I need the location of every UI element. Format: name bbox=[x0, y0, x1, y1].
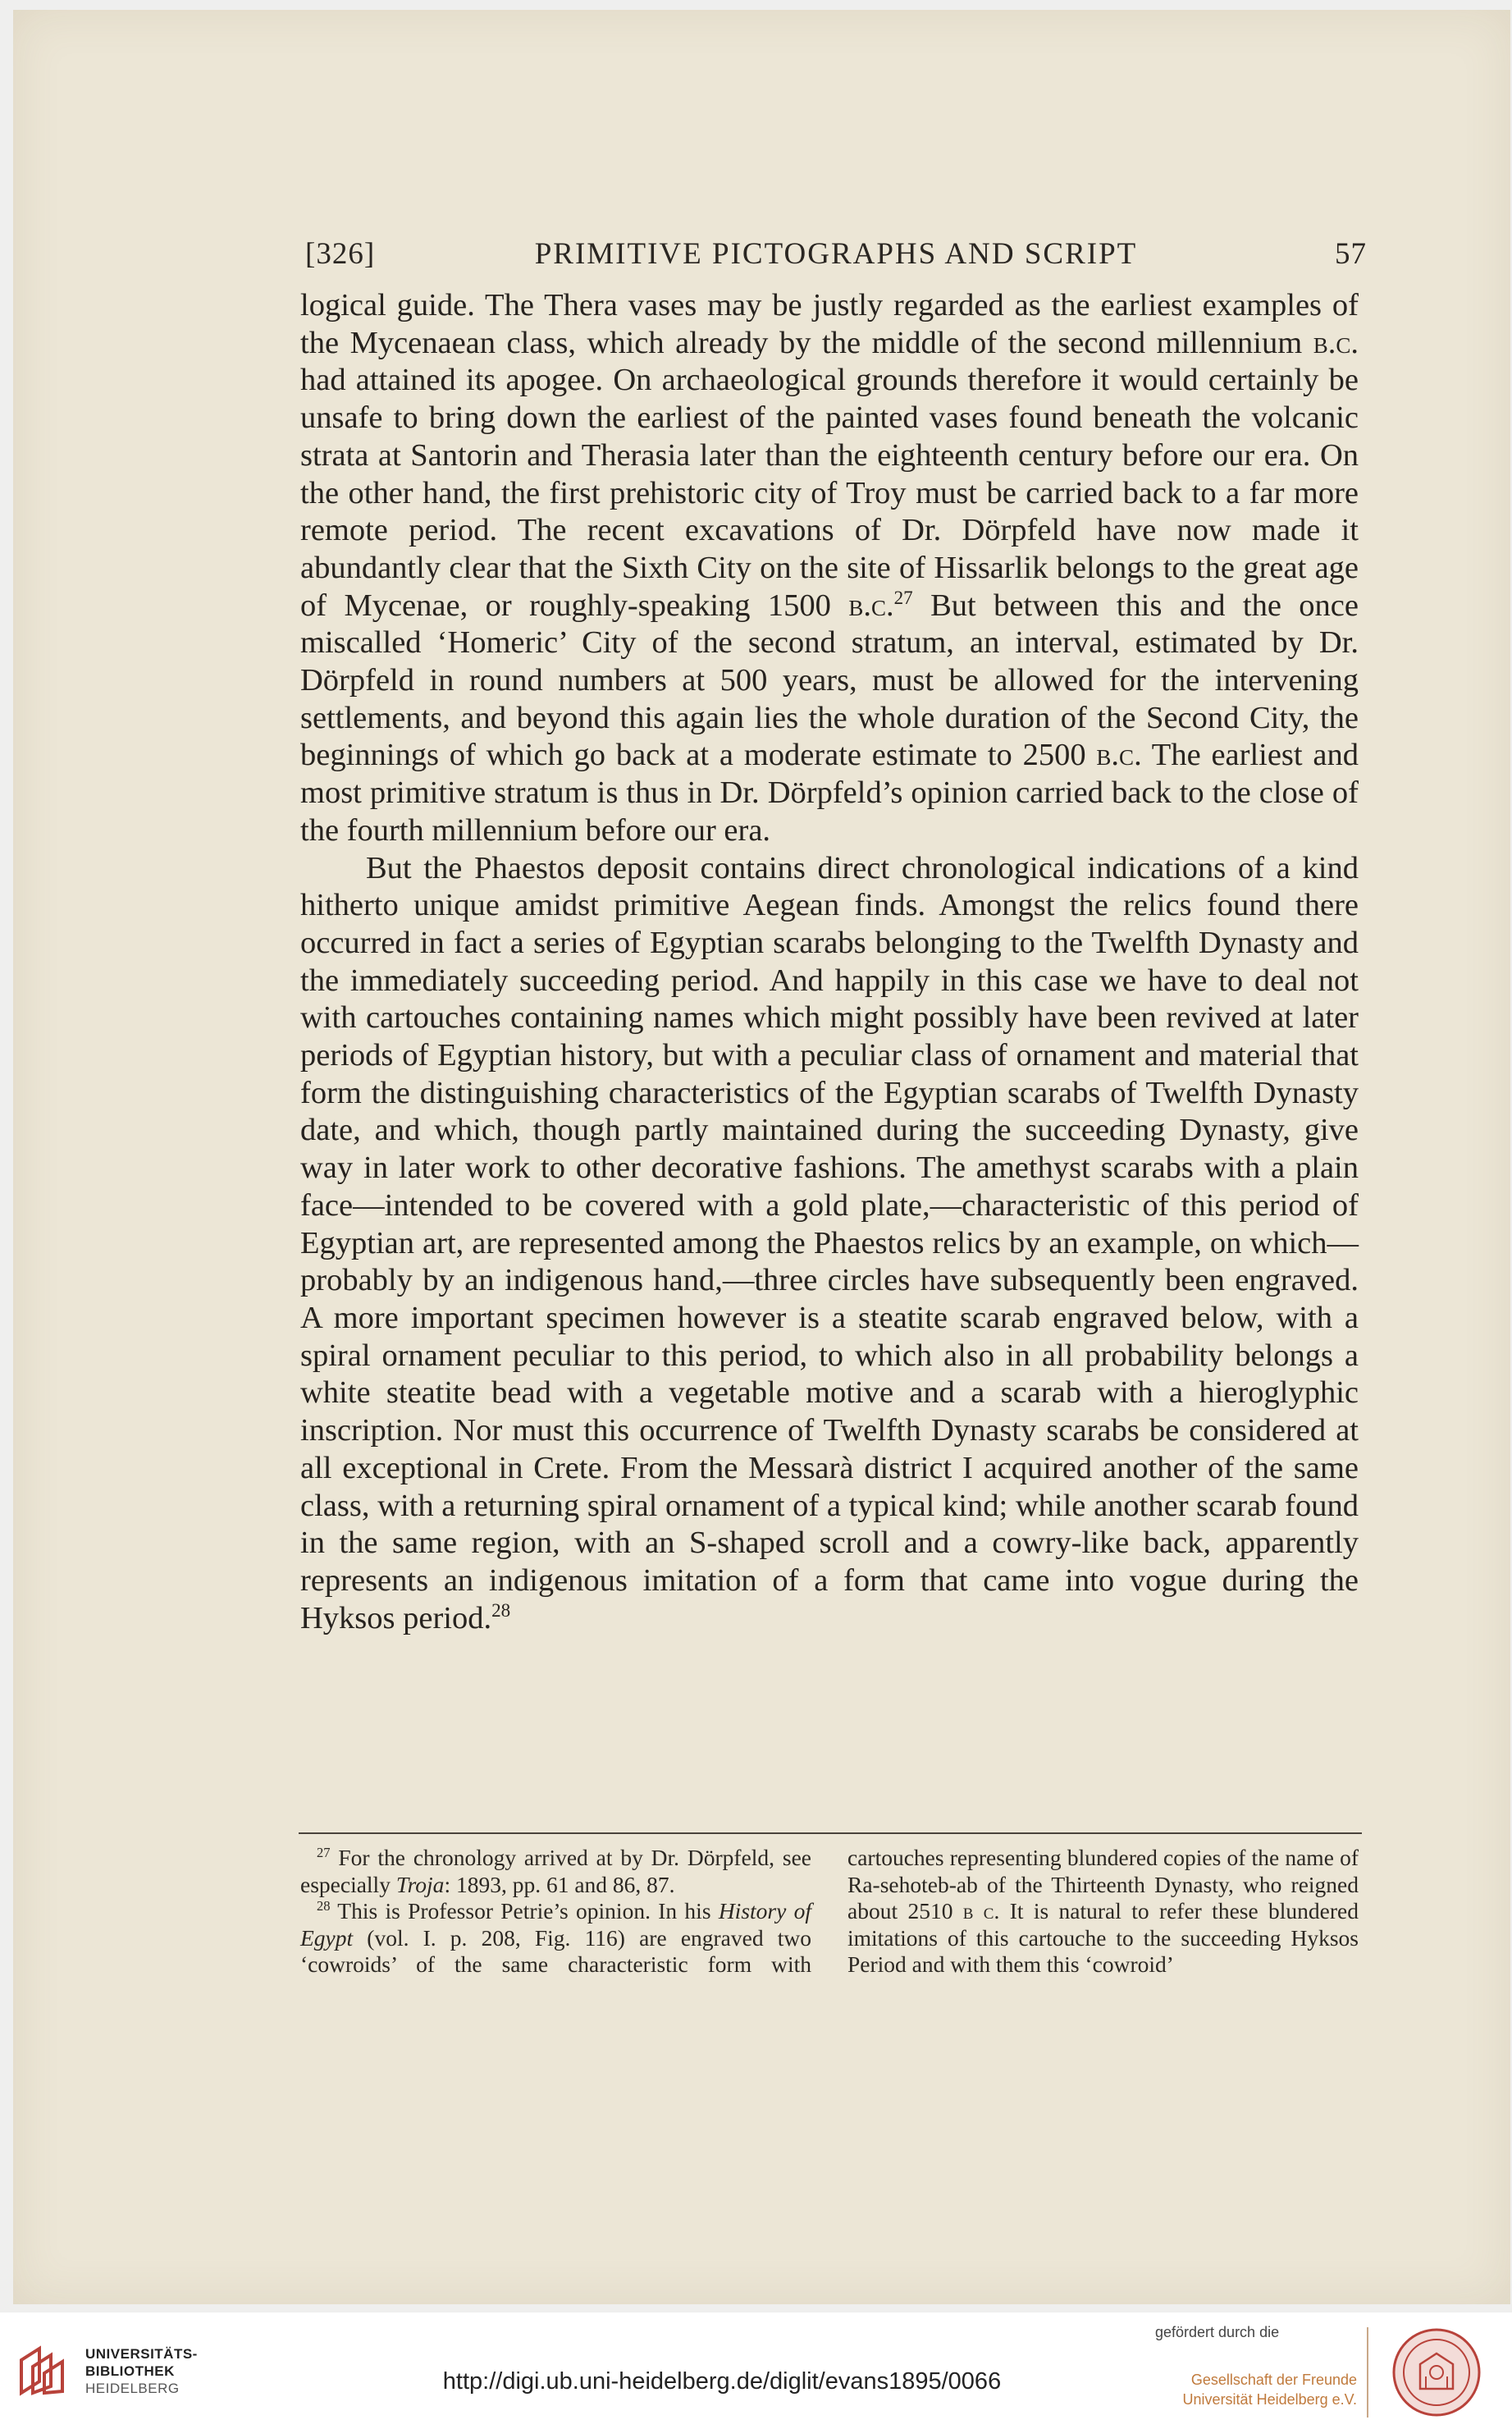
text-run: had attained its apogee. On archaeological grounds therefore it would certainly be unsafe to bring down the earliest of the painted vases found beneath the volcanic strata at Santorin and Therasia later than the eighteenth century before our era. On the other hand, the first prehistoric city of Troy must be carried back to a far more remote period. The recent excavations of Dr. Dörpfeld have now made it abundantly clear that the Sixth City on the site of Hissarlik belongs to the great age of Mycenae, or roughly-speaking 1500 bbox=[300, 363, 1359, 623]
running-title: PRIMITIVE PICTOGRAPHS AND SCRIPT bbox=[534, 237, 1138, 271]
era-abbreviation: b.c. bbox=[1313, 325, 1359, 360]
era-abbreviation: b.c. bbox=[1096, 738, 1142, 773]
footnote-rule bbox=[299, 1832, 1362, 1834]
footnote-text: : 1893, pp. 61 and 86, 87. bbox=[444, 1871, 675, 1897]
divider bbox=[1367, 2327, 1368, 2418]
footnote-ref-27[interactable]: 27 bbox=[893, 586, 913, 608]
sponsor-name[interactable] bbox=[1168, 2370, 1357, 2409]
text-run: The earliest and most primitive stratum is thus in Dr. Dörpfeld’s opinion carried back to the close of the fourth millennium before our era. bbox=[300, 738, 1359, 848]
sponsor-line: Gesellschaft der Freunde bbox=[1190, 2372, 1357, 2388]
bracketed-page-number: [326] bbox=[305, 237, 376, 271]
library-name-line: BIBLIOTHEK bbox=[85, 2363, 175, 2379]
footnote-text: (vol. I. p. 208, Fig. 116) are engraved two ‘cowroids’ of the same characteristic form with cartouches representing blundered copies of the name of Ra-sehoteb-ab of the Thirteenth Dynasty, who reigned about 2510 bbox=[300, 1845, 1359, 1977]
library-name bbox=[85, 2345, 198, 2397]
footnote-27 bbox=[300, 1845, 811, 1898]
era-abbreviation: b.c. bbox=[848, 588, 894, 623]
sponsor-line: Universität Heidelberg e.V. bbox=[1182, 2391, 1357, 2408]
footnotes bbox=[300, 1845, 1359, 1978]
footnote-text: This is Professor Petrie’s opinion. In his bbox=[330, 1898, 719, 1924]
footnote-mark: 28 bbox=[317, 1897, 331, 1914]
permalink-url[interactable]: http://digi.ub.uni-heidelberg.de/diglit/evans1895/0066 bbox=[442, 2368, 1002, 2395]
footnote-text: For the chronology arrived at by Dr. Dörpfeld, see especially bbox=[300, 1845, 811, 1897]
scanned-page bbox=[13, 10, 1510, 2304]
university-seal-icon[interactable] bbox=[1391, 2327, 1482, 2418]
ub-heidelberg-logo-icon[interactable] bbox=[15, 2342, 72, 2399]
body-text bbox=[300, 287, 1359, 1637]
cited-title: History of Egypt bbox=[300, 1898, 811, 1951]
footnote-text: It is natural to refer these blundered imitations of this cartouche to the succeeding Hyksos Period and with them this ‘cowroid’ bbox=[847, 1898, 1359, 1977]
folio-number: 57 bbox=[1335, 237, 1367, 271]
text-run: logical guide. The Thera vases may be justly regarded as the earliest examples of the Mycenaean class, which already by the middle of the second millennium bbox=[300, 288, 1359, 360]
sponsor-label: gefördert durch die bbox=[1155, 2324, 1280, 2340]
footnote-mark: 27 bbox=[317, 1844, 331, 1860]
cited-title: Troja bbox=[395, 1871, 445, 1897]
library-name-line: UNIVERSITÄTS- bbox=[85, 2346, 198, 2362]
paragraph-2 bbox=[300, 850, 1359, 1638]
paragraph-1 bbox=[300, 287, 1359, 850]
running-head bbox=[305, 236, 1367, 272]
text-run: But between this and the once miscalled ‘Homeric’ City of the second stratum, an interval, estimated by Dr. Dörpfeld in round numbers at 500 years, must be allowed for the intervening settlements, and beyond this again lies the whole duration of the Second City, the beginnings of which go back at a moderate estimate to 2500 bbox=[300, 588, 1359, 773]
footnote-ref-28[interactable]: 28 bbox=[491, 1599, 511, 1621]
era-abbreviation: b c. bbox=[962, 1898, 1000, 1924]
text-run: But the Phaestos deposit contains direct chronological indications of a kind hitherto unique amidst primitive Aegean finds. Amongst the relics found there occurred in fact a series of Egyptian scarabs belonging to the Twelfth Dynasty and the immediately succeeding period. And happily in this case we have to deal not with cartouches containing names which might possibly have been revived at later periods of Egyptian history, but with a peculiar class of ornament and material that form the distinguishing characteristics of the Egyptian scarabs of Twelfth Dynasty date, and which, though partly maintained during the succeeding Dynasty, give way in later work to other decorative fashions. The amethyst scarabs with a plain face—intended to be covered with a gold plate,—characteristic of this period of Egyptian art, are represented among the Phaestos relics by an example, on which—probably by an indigenous hand,—three circles have subsequently been engraved. A more important specimen however is a steatite scarab engraved below, with a spiral ornament peculiar to this period, to which also in all probability belongs a white steatite bead with a vegetable motive and a scarab with a hieroglyphic inscription. Nor must this occurrence of Twelfth Dynasty scarabs be considered at all exceptional in Crete. From the Messarà district I acquired another of the same class, with a returning spiral ornament of a typical kind; while another scarab found in the same region, with an S-shaped scroll and a cowry-like back, apparently represents an indigenous imitation of a form that came into vogue during the Hyksos period. bbox=[300, 850, 1359, 1635]
library-name-line: HEIDELBERG bbox=[85, 2381, 180, 2396]
viewer-footer bbox=[0, 2312, 1512, 2429]
